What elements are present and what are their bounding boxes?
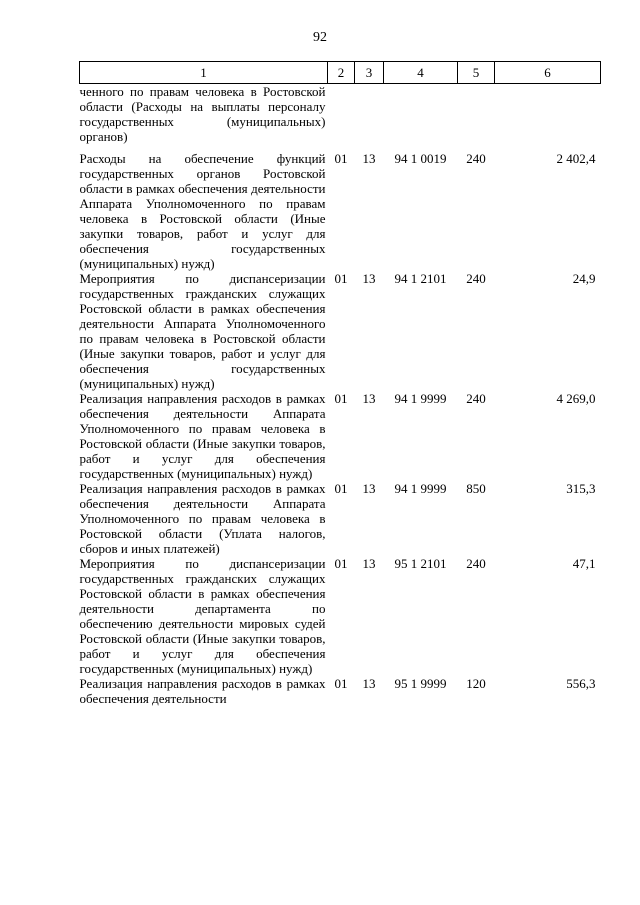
row-expense-type: 120 <box>466 676 486 691</box>
row-target-code <box>384 84 458 152</box>
row-expense-type: 240 <box>466 556 486 571</box>
header-col-6: 6 <box>495 62 601 84</box>
table-header-row <box>80 62 601 84</box>
table-row <box>80 391 601 481</box>
row-amount: 2 402,4 <box>556 151 596 166</box>
row-description: ченного по правам человека в Ростовской области (Расходы на выплаты персоналу государственных (муниципальных) органов) <box>79 84 326 144</box>
table-row <box>80 271 601 391</box>
row-expense-type: 240 <box>466 391 486 406</box>
row-description: Расходы на обеспечение функций государственных органов Ростовской области в рамках обеспечения деятельности Аппарата Уполномоченного по правам человека в Ростовской области (Иные закупки товаров, работ и услуг для обеспечения государственных (муниципальных) нужд) <box>79 151 326 271</box>
row-target-code: 94 1 9999 <box>394 391 447 406</box>
row-expense-type: 240 <box>466 271 486 286</box>
row-section-code: 01 <box>334 151 348 166</box>
header-col-1: 1 <box>80 62 328 84</box>
row-expense-type: 240 <box>466 151 486 166</box>
row-target-code: 94 1 2101 <box>394 271 447 286</box>
header-col-5: 5 <box>458 62 495 84</box>
table-row <box>80 556 601 676</box>
row-subsection-code: 13 <box>362 556 376 571</box>
row-section-code: 01 <box>334 481 348 496</box>
row-amount: 556,3 <box>566 676 596 691</box>
row-subsection-code <box>355 84 384 152</box>
row-section-code <box>328 84 355 152</box>
row-subsection-code: 13 <box>362 481 376 496</box>
row-amount: 4 269,0 <box>556 391 596 406</box>
row-section-code: 01 <box>334 391 348 406</box>
row-target-code: 95 1 9999 <box>394 676 447 691</box>
table-row <box>80 151 601 271</box>
row-description: Реализация направления расходов в рамках обеспечения деятельности <box>79 676 326 706</box>
row-section-code: 01 <box>334 676 348 691</box>
row-section-code: 01 <box>334 271 348 286</box>
row-target-code: 94 1 0019 <box>394 151 447 166</box>
row-amount: 47,1 <box>572 556 596 571</box>
row-subsection-code: 13 <box>362 391 376 406</box>
row-subsection-code: 13 <box>362 676 376 691</box>
header-col-2: 2 <box>328 62 355 84</box>
row-subsection-code: 13 <box>362 151 376 166</box>
row-expense-type: 850 <box>466 481 486 496</box>
row-amount: 24,9 <box>572 271 596 286</box>
row-section-code: 01 <box>334 556 348 571</box>
row-description: Реализация направления расходов в рамках обеспечения деятельности Аппарата Уполномоченного по правам человека в Ростовской области (Уплата налогов, сборов и иных платежей) <box>79 481 326 556</box>
row-amount <box>495 84 601 152</box>
row-description: Мероприятия по диспансеризации государственных гражданских служащих Ростовской области в рамках обеспечения деятельности Аппарата Уполномоченного по правам человека в Ростовской области (Иные закупки товаров, работ и услуг для обеспечения государственных (муниципальных) нужд) <box>79 271 326 391</box>
row-target-code: 94 1 9999 <box>394 481 447 496</box>
row-description: Мероприятия по диспансеризации государственных гражданских служащих Ростовской области в рамках обеспечения деятельности департамента по обеспечению деятельности мировых судей Ростовской области (Иные закупки товаров, работ и услуг для обеспечения государственных (муниципальных) нужд) <box>79 556 326 676</box>
table-row <box>80 676 601 706</box>
header-col-3: 3 <box>355 62 384 84</box>
row-description: Реализация направления расходов в рамках обеспечения деятельности Аппарата Уполномоченного по правам человека в Ростовской области (Иные закупки товаров, работ и услуг для обеспечения государственных (муниципальных) нужд) <box>79 391 326 481</box>
header-col-4: 4 <box>384 62 458 84</box>
page-number: 92 <box>313 30 327 45</box>
row-amount: 315,3 <box>566 481 596 496</box>
budget-table <box>79 61 601 706</box>
table-row <box>80 481 601 556</box>
table-row <box>80 84 601 152</box>
row-subsection-code: 13 <box>362 271 376 286</box>
row-target-code: 95 1 2101 <box>394 556 447 571</box>
row-expense-type <box>458 84 495 152</box>
